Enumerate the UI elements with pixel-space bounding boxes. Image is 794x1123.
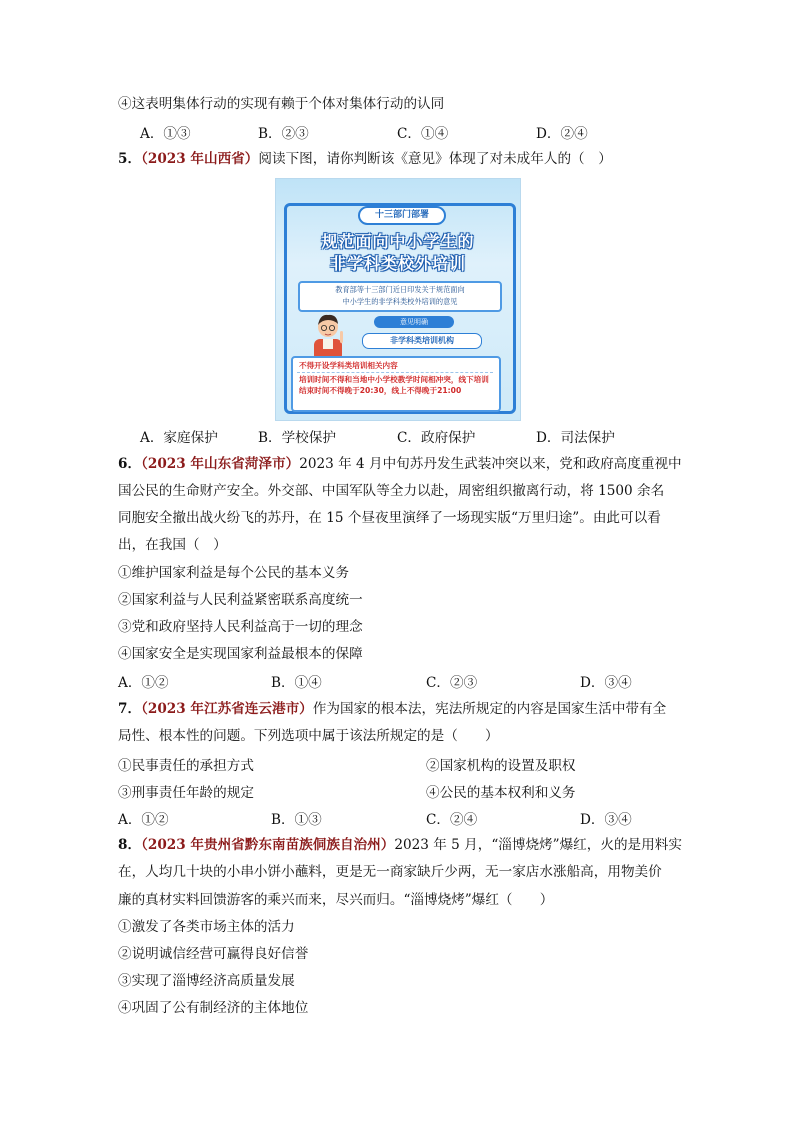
q7-item-2: ②国家机构的设置及职权 bbox=[426, 758, 576, 774]
q7-option-d[interactable]: D．③④ bbox=[580, 812, 632, 828]
q7-item-1: ①民事责任的承担方式 bbox=[118, 758, 254, 774]
q5-options bbox=[118, 426, 678, 446]
q6-option-b[interactable]: B．①④ bbox=[271, 675, 322, 691]
q5-option-c[interactable]: C．政府保护 bbox=[397, 430, 476, 446]
q8-stem-line3: 廉的真材实料回馈游客的乘兴而来，尽兴而归。“淄博烧烤”爆红（ ） bbox=[118, 892, 554, 908]
q8-stem-line2: 在，人均几十块的小串小饼小蘸料，更是无一商家缺斤少两，无一家店水涨船高，用物美价 bbox=[118, 864, 662, 880]
q6-number: 6． bbox=[118, 456, 142, 472]
q7-stem-line1 bbox=[118, 699, 666, 719]
q8-source: （2023 年贵州省黔东南苗族侗族自治州） bbox=[141, 837, 395, 853]
teacher-illustration-icon bbox=[308, 311, 348, 361]
q5-option-d[interactable]: D．司法保护 bbox=[536, 430, 615, 446]
q5-number: 5． bbox=[118, 151, 142, 167]
q5-stem bbox=[118, 149, 612, 169]
q8-item-1: ①激发了各类市场主体的活力 bbox=[118, 919, 295, 935]
q6-item-3: ③党和政府坚持人民利益高于一切的理念 bbox=[118, 619, 363, 635]
poster-rule-divider bbox=[297, 372, 493, 373]
q6-option-d[interactable]: D．③④ bbox=[580, 675, 632, 691]
q7-number: 7． bbox=[118, 701, 142, 717]
q5-stem-text: 阅读下图，请你判断该《意见》体现了对未成年人的（ ） bbox=[258, 151, 612, 167]
q6-option-c[interactable]: C．②③ bbox=[426, 675, 478, 691]
poster-intro-line2: 中小学生的非学科类校外培训的意见 bbox=[342, 297, 458, 306]
q4-option-a[interactable]: A．①③ bbox=[140, 126, 191, 142]
q7-item-4: ④公民的基本权利和义务 bbox=[426, 785, 576, 801]
q4-options bbox=[118, 122, 678, 142]
q7-stem-line2: 局性、根本性的问题。下列选项中属于该法所规定的是（ ） bbox=[118, 728, 499, 744]
q6-stem-text: 2023 年 4 月中旬苏丹发生武装冲突以来，党和政府高度重视中 bbox=[299, 456, 682, 472]
poster-intro bbox=[298, 281, 502, 312]
poster-intro-line1: 教育部等十三部门近日印发关于规范面向 bbox=[335, 285, 465, 294]
poster-tag-institution: 非学科类培训机构 bbox=[362, 333, 482, 349]
q4-option-b[interactable]: B．②③ bbox=[258, 126, 309, 142]
poster-rule-2: 培训时间不得和当地中小学校教学时间相冲突，线下培训结束时间不得晚于20:30，线上不得晚于21:00 bbox=[299, 375, 489, 395]
q6-stem-line3: 同胞安全撤出战火纷飞的苏丹，在 15 个昼夜里演绎了一场现实版“万里归途”。由此可以看 bbox=[118, 510, 661, 526]
q8-stem-text: 2023 年 5 月，“淄博烧烤”爆红，火的是用料实 bbox=[394, 837, 682, 853]
q8-stem-line1 bbox=[118, 835, 682, 855]
poster-tag-opinion: 意见明确 bbox=[374, 316, 454, 328]
q5-option-a[interactable]: A．家庭保护 bbox=[140, 430, 218, 446]
q5-option-b[interactable]: B．学校保护 bbox=[258, 430, 336, 446]
q6-option-a[interactable]: A．①② bbox=[118, 675, 169, 691]
poster-title-line1: 规范面向中小学生的 bbox=[321, 232, 475, 251]
q7-options bbox=[118, 808, 678, 828]
q4-item-4: ④这表明集体行动的实现有赖于个体对集体行动的认同 bbox=[118, 96, 445, 112]
q4-option-c[interactable]: C．①④ bbox=[397, 126, 449, 142]
q6-stem-line4: 出，在我国（ ） bbox=[118, 537, 227, 553]
q7-source: （2023 年江苏省连云港市） bbox=[141, 701, 313, 717]
q6-stem-line1 bbox=[118, 454, 682, 474]
q7-item-3: ③刑事责任年龄的规定 bbox=[118, 785, 254, 801]
poster-title-line2: 非学科类校外培训 bbox=[329, 254, 466, 273]
q6-item-4: ④国家安全是实现国家利益最根本的保障 bbox=[118, 646, 363, 662]
q4-option-d[interactable]: D．②④ bbox=[536, 126, 588, 142]
q6-options bbox=[118, 671, 678, 691]
poster-header-pill: 十三部门部署 bbox=[358, 206, 446, 225]
poster-rule-1: 不得开设学科类培训相关内容 bbox=[299, 361, 398, 370]
q7-stem-text: 作为国家的根本法，宪法所规定的内容是国家生活中带有全 bbox=[312, 701, 667, 717]
q6-stem-line2: 国公民的生命财产安全。外交部、中国军队等全力以赴，周密组织撤离行动，将 1500 余名 bbox=[118, 483, 665, 499]
q6-item-1: ①维护国家利益是每个公民的基本义务 bbox=[118, 565, 350, 581]
poster-rules-box bbox=[291, 356, 501, 412]
q5-source: （2023 年山西省） bbox=[141, 151, 259, 167]
q7-option-b[interactable]: B．①③ bbox=[271, 812, 322, 828]
q8-number: 8． bbox=[118, 837, 142, 853]
q7-option-c[interactable]: C．②④ bbox=[426, 812, 478, 828]
q6-source: （2023 年山东省菏泽市） bbox=[141, 456, 300, 472]
q5-poster-image bbox=[275, 178, 521, 421]
q7-option-a[interactable]: A．①② bbox=[118, 812, 169, 828]
q6-item-2: ②国家利益与人民利益紧密联系高度统一 bbox=[118, 592, 363, 608]
q8-item-2: ②说明诚信经营可赢得良好信誉 bbox=[118, 946, 309, 962]
q8-item-4: ④巩固了公有制经济的主体地位 bbox=[118, 1000, 309, 1016]
q8-item-3: ③实现了淄博经济高质量发展 bbox=[118, 973, 295, 989]
